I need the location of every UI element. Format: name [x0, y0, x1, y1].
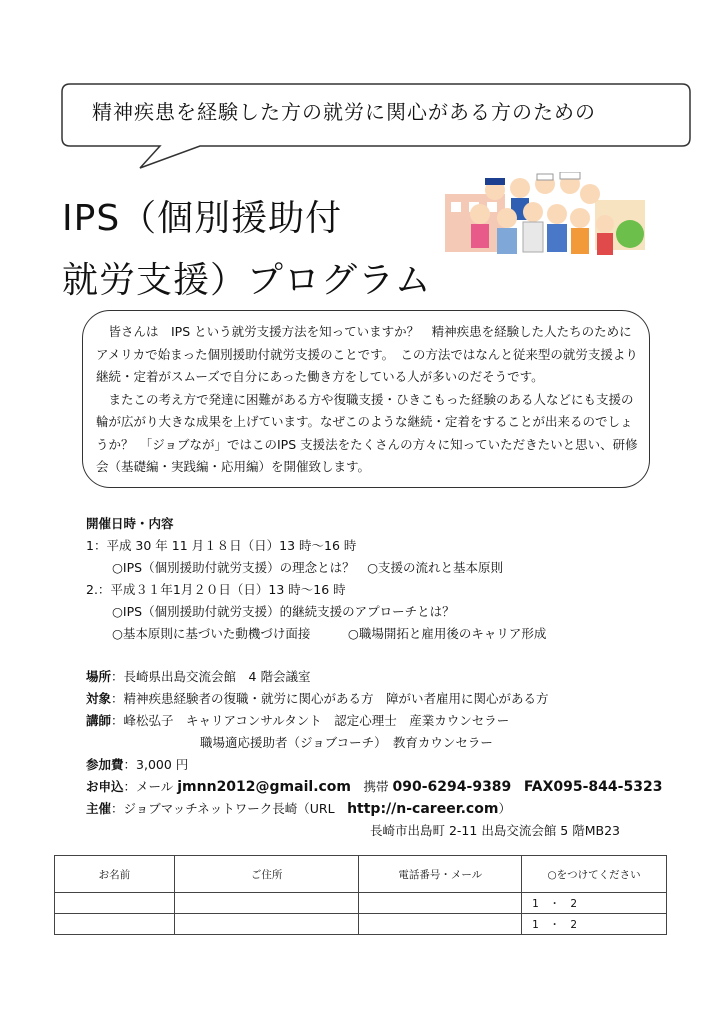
- session-2: 2.：平成３１年1月２０日（日）13 時〜16 時: [86, 582, 346, 597]
- lecturer-label: 講師: [86, 713, 112, 728]
- lecturer-row: [86, 711, 509, 729]
- apply-prefix: ：メール: [123, 779, 178, 794]
- fee-row: [86, 755, 188, 773]
- host-row: [86, 799, 511, 817]
- header-address: ご住所: [174, 856, 359, 893]
- target-label: 対象: [86, 691, 112, 706]
- host-prefix: ：ジョブマッチネットワーク長崎（URL: [111, 801, 348, 816]
- workers-illustration-icon: [445, 172, 645, 262]
- url-link[interactable]: http://n-career.com: [347, 801, 499, 817]
- address-cell[interactable]: [174, 893, 359, 914]
- contact-cell[interactable]: [359, 914, 522, 935]
- session-2-topic-b: ○基本原則に基づいた動機づけ面接 ○職場開拓と雇用後のキャリア形成: [112, 626, 547, 641]
- header-name: お名前: [55, 856, 175, 893]
- lecturer-value-2: 職場適応援助者（ジョブコーチ） 教育カウンセラー: [200, 735, 493, 750]
- email-link[interactable]: jmnn2012@gmail.com: [177, 779, 352, 795]
- host-label: 主催: [86, 801, 112, 816]
- place-label: 場所: [86, 669, 112, 684]
- title-line-1: IPS（個別援助付: [62, 198, 343, 239]
- place-value: ：長崎県出島交流会館 4 階会議室: [111, 669, 311, 684]
- lecturer-value: ：峰松弘子 キャリアコンサルタント 認定心理士 産業カウンセラー: [111, 713, 510, 728]
- contact-cell[interactable]: [359, 893, 522, 914]
- header-choice: ○をつけてください: [522, 856, 667, 893]
- target-row: [86, 689, 549, 707]
- session-1-topics: ○IPS（個別援助付就労支援）の理念とは？ ○支援の流れと基本原則: [112, 560, 503, 575]
- mobile-label: 携帯: [363, 779, 393, 794]
- address-cell[interactable]: [174, 914, 359, 935]
- fee-value: ：3,000 円: [123, 757, 189, 772]
- choice-cell[interactable]: 1 ・ 2: [522, 893, 667, 914]
- title-line-2: 就労支援）プログラム: [62, 260, 432, 301]
- host-suffix: ）: [498, 801, 511, 816]
- schedule-heading: 開催日時・内容: [86, 516, 174, 531]
- apply-row: [86, 777, 662, 795]
- target-value: ：精神疾患経験者の復職・就労に関心がある方 障がい者雇用に関心がある方: [111, 691, 549, 706]
- bubble-text: 精神疾患を経験した方の就労に関心がある方のための: [92, 100, 596, 124]
- session-1: 1：平成 30 年 11 月１８日（日）13 時〜16 時: [86, 538, 357, 553]
- fee-label: 参加費: [86, 757, 124, 772]
- application-form-table: [54, 855, 667, 935]
- fax-number: FAX095-844-5323: [523, 779, 663, 795]
- mobile-number: 090-6294-9389: [392, 779, 512, 795]
- place-row: [86, 667, 310, 685]
- intro-paragraph-1: 皆さんは IPS という就労支援方法を知っていますか？ 精神疾患を経験した人たちのためにアメリカで始まった個別援助付就労支援のことです。 この方法ではなんと従来型の就労支援より継続・定着がスムーズで自分にあった働き方をしている人が多いのだそうです。: [96, 324, 638, 384]
- intro-paragraph-2: またこの考え方で発達に困難がある方や復職支援・ひきこもった経験のある人などにも支援の輪が広がり大きな成果を上げています。なぜこのような継続・定着をすることが出来るのでしょうか？ 「ジョブなが」ではこのIPS 支援法をたくさんの方々に知っていただきたいと思い、研修会（基礎編・実践編・応用編）を開催致します。: [96, 391, 638, 474]
- session-2-topic-a: ○IPS（個別援助付就労支援）的継続支援のアプローチとは？: [112, 604, 455, 619]
- address: 長崎市出島町 2-11 出島交流会館 5 階MB23: [370, 823, 620, 838]
- apply-label: お申込: [86, 779, 124, 794]
- choice-cell[interactable]: 1 ・ 2: [522, 914, 667, 935]
- header-contact: 電話番号・メール: [359, 856, 522, 893]
- table-row: [55, 914, 667, 935]
- table-row: [55, 893, 667, 914]
- name-cell[interactable]: [55, 914, 175, 935]
- intro-text: [96, 321, 642, 479]
- name-cell[interactable]: [55, 893, 175, 914]
